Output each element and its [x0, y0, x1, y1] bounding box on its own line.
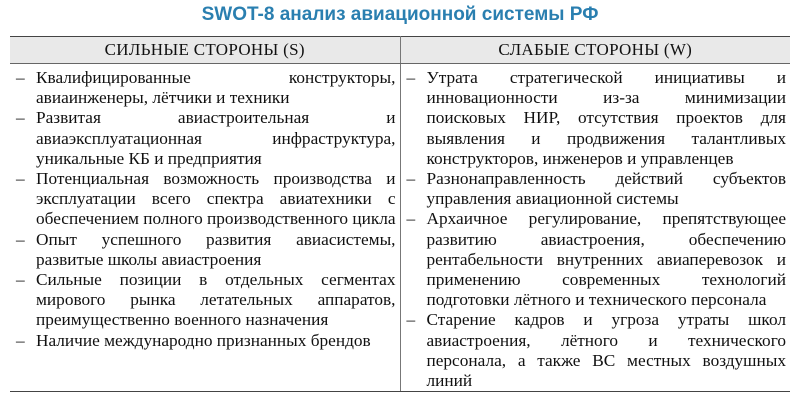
dash-bullet: – — [406, 169, 416, 189]
strengths-cell — [10, 64, 400, 392]
strength-text: Опыт успешного развития авиасистемы, развитые школы авиастроения — [36, 229, 396, 269]
weakness-text: Старение кадров и угроза утраты школ авиастроения, лётного и технического персонала, а также ВС местных воздушных линий — [426, 310, 786, 391]
strength-item — [14, 230, 396, 270]
weakness-text: Утрата стратегической инициативы и инновационности из-за минимизации поисковых НИР, отсутствия проектов для выявления и продвижения талантливых конструкторов, инженеров и управленцев — [426, 68, 786, 168]
dash-bullet: – — [406, 310, 416, 330]
weakness-text: Разнонаправленность действий субъектов управления авиационной системы — [426, 169, 786, 209]
weakness-item — [405, 169, 787, 209]
dash-bullet: – — [406, 68, 416, 87]
dash-bullet: – — [16, 169, 25, 189]
strengths-header: СИЛЬНЫЕ СТОРОНЫ (S) — [10, 37, 400, 64]
strength-text: Сильные позиции в отдельных сегментах мирового рынка летательных аппаратов, преимущественно военного назначения — [36, 270, 396, 330]
strength-item — [14, 68, 396, 108]
strength-text: Наличие международно признанных брендов — [36, 330, 371, 350]
page-title: SWOT-8 анализ авиационной системы РФ — [201, 4, 599, 25]
weakness-item — [405, 209, 787, 310]
dash-bullet: – — [16, 68, 25, 87]
weaknesses-cell — [400, 64, 790, 392]
weakness-item — [405, 310, 787, 391]
header-row — [10, 37, 790, 64]
content-row — [10, 64, 790, 392]
dash-bullet: – — [16, 229, 25, 249]
strength-item — [14, 169, 396, 230]
dash-bullet: – — [16, 108, 25, 128]
dash-bullet: – — [16, 330, 25, 350]
strength-text: Развитая авиастроительная и авиаэксплуатационная инфраструктура, уникальные КБ и предприятия — [36, 108, 396, 168]
strength-text: Потенциальная возможность производства и эксплуатации всего спектра авиатехники с обеспечением полного производственного цикла — [36, 169, 396, 229]
weaknesses-header: СЛАБЫЕ СТОРОНЫ (W) — [400, 37, 790, 64]
strengths-list — [14, 68, 396, 351]
dash-bullet: – — [16, 270, 25, 290]
weakness-item — [405, 68, 787, 169]
weaknesses-list — [405, 68, 787, 391]
weakness-text: Архаичное регулирование, препятствующее развитию авиастроения, обеспечению рентабельности внутренних авиаперевозок и применению современных технологий подготовки лётного и технического персонала — [426, 209, 786, 310]
strength-item — [14, 108, 396, 169]
strength-text: Квалифицированные конструкторы, авиаинженеры, лётчики и техники — [36, 68, 396, 108]
strength-item — [14, 270, 396, 331]
strength-item — [14, 331, 396, 351]
dash-bullet: – — [406, 209, 416, 229]
swot-table — [10, 36, 790, 392]
